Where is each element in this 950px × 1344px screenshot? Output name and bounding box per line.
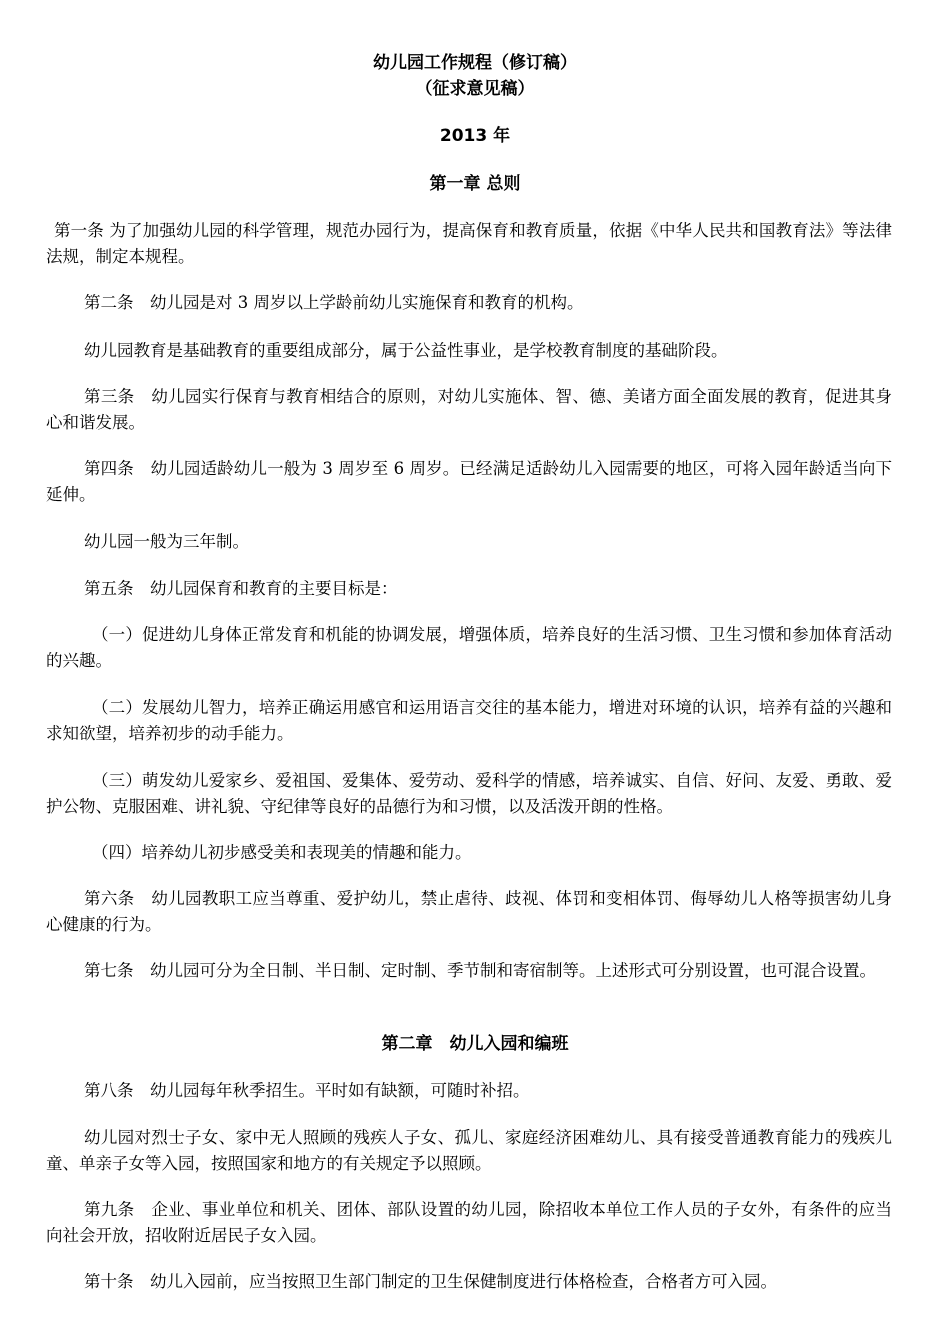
document-subtitle: （征求意见稿） (415, 79, 535, 99)
article-paragraph: 第九条 企业、事业单位和机关、团体、部队设置的幼儿园，除招收本单位工作人员的子女外，有条件的应当向社会开放，招收附近居民子女入园。 (46, 1200, 892, 1245)
article-paragraph: （一）促进幼儿身体正常发育和机能的协调发展，增强体质，培养良好的生活习惯、卫生习惯和参加体育活动的兴趣。 (46, 625, 892, 670)
article-paragraph: （四）培养幼儿初步感受美和表现美的情趣和能力。 (92, 843, 472, 862)
article-paragraph: 第二条 幼儿园是对 3 周岁以上学龄前幼儿实施保育和教育的机构。 (84, 293, 584, 312)
chapter-heading: 第一章 总则 (429, 174, 521, 194)
article-paragraph: 第八条 幼儿园每年秋季招生。平时如有缺额，可随时补招。 (84, 1081, 530, 1100)
article-paragraph: 幼儿园对烈士子女、家中无人照顾的残疾人子女、孤儿、家庭经济困难幼儿、具有接受普通教育能力的残疾儿童、单亲子女等入园，按照国家和地方的有关规定予以照顾。 (46, 1128, 892, 1173)
article-paragraph: 第一条 为了加强幼儿园的科学管理，规范办园行为，提高保育和教育质量，依据《中华人民共和国教育法》等法律法规，制定本规程。 (46, 221, 892, 266)
article-paragraph: 第五条 幼儿园保育和教育的主要目标是： (84, 579, 398, 598)
article-paragraph: 第三条 幼儿园实行保育与教育相结合的原则，对幼儿实施体、智、德、美诸方面全面发展的教育，促进其身心和谐发展。 (46, 387, 892, 432)
article-paragraph: 第六条 幼儿园教职工应当尊重、爱护幼儿，禁止虐待、歧视、体罚和变相体罚、侮辱幼儿人格等损害幼儿身心健康的行为。 (46, 889, 892, 934)
article-paragraph: 第十条 幼儿入园前，应当按照卫生部门制定的卫生保健制度进行体格检查，合格者方可入园。 (84, 1272, 777, 1291)
document-year: 2013 年 (439, 126, 511, 146)
article-paragraph: 第四条 幼儿园适龄幼儿一般为 3 周岁至 6 周岁。已经满足适龄幼儿入园需要的地区，可将入园年龄适当向下延伸。 (46, 459, 892, 504)
article-paragraph: 幼儿园一般为三年制。 (84, 532, 249, 551)
article-paragraph: 幼儿园教育是基础教育的重要组成部分，属于公益性事业，是学校教育制度的基础阶段。 (84, 341, 728, 360)
article-paragraph: （二）发展幼儿智力，培养正确运用感官和运用语言交往的基本能力，增进对环境的认识，培养有益的兴趣和求知欲望，培养初步的动手能力。 (46, 698, 892, 743)
chapter-heading: 第二章 幼儿入园和编班 (381, 1034, 569, 1054)
article-paragraph: 第七条 幼儿园可分为全日制、半日制、定时制、季节制和寄宿制等。上述形式可分别设置，也可混合设置。 (84, 961, 876, 980)
document-title: 幼儿园工作规程（修订稿） (373, 53, 577, 73)
article-paragraph: （三）萌发幼儿爱家乡、爱祖国、爱集体、爱劳动、爱科学的情感，培养诚实、自信、好问、友爱、勇敢、爱护公物、克服困难、讲礼貌、守纪律等良好的品德行为和习惯，以及活泼开朗的性格。 (46, 771, 892, 816)
